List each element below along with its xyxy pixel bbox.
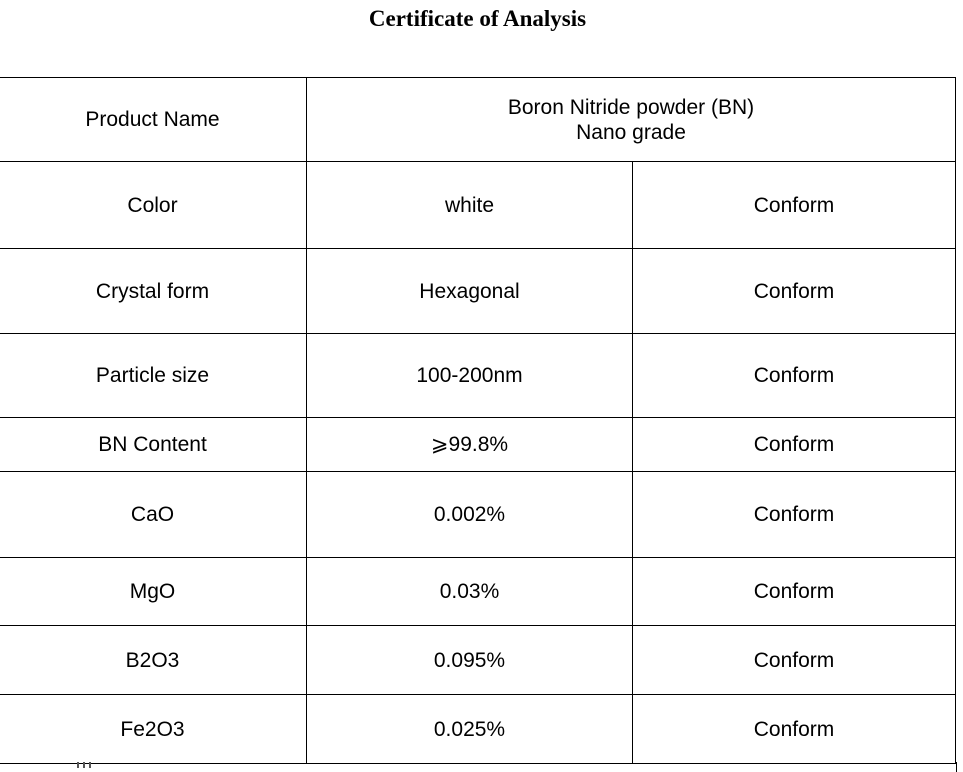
result-cell: Conform xyxy=(633,249,956,334)
result-cell: Conform xyxy=(633,418,956,472)
product-name-line2: Nano grade xyxy=(576,120,686,144)
value-cell: 0.095% xyxy=(307,626,633,695)
table-row xyxy=(0,472,956,558)
value-cell: ⩾99.8% xyxy=(307,418,633,472)
result-cell: Conform xyxy=(633,626,956,695)
item-cell: CaO xyxy=(0,472,307,558)
cut-off-text-mark xyxy=(75,762,93,768)
table-row xyxy=(0,249,956,334)
product-name-value xyxy=(307,78,956,162)
item-cell: Crystal form xyxy=(0,249,307,334)
value-cell: Hexagonal xyxy=(307,249,633,334)
table-continuation xyxy=(0,762,957,772)
table-row xyxy=(0,162,956,249)
value-cell: 0.002% xyxy=(307,472,633,558)
document-title: Certificate of Analysis xyxy=(368,6,587,31)
item-cell: BN Content xyxy=(0,418,307,472)
result-cell: Conform xyxy=(633,695,956,764)
result-cell: Conform xyxy=(633,558,956,626)
value-cell: 0.025% xyxy=(307,695,633,764)
value-cell: 100-200nm xyxy=(307,334,633,418)
item-cell: MgO xyxy=(0,558,307,626)
value-cell: white xyxy=(307,162,633,249)
analysis-table xyxy=(0,77,956,764)
table-row xyxy=(0,558,956,626)
product-name-label: Product Name xyxy=(0,78,307,162)
item-cell: Color xyxy=(0,162,307,249)
item-cell: Fe2O3 xyxy=(0,695,307,764)
value-cell: 0.03% xyxy=(307,558,633,626)
result-cell: Conform xyxy=(633,162,956,249)
product-name-line1: Boron Nitride powder (BN) xyxy=(507,95,755,119)
item-cell: Particle size xyxy=(0,334,307,418)
result-cell: Conform xyxy=(633,334,956,418)
table-row xyxy=(0,418,956,472)
table-row xyxy=(0,334,956,418)
item-cell: B2O3 xyxy=(0,626,307,695)
table-row xyxy=(0,626,956,695)
product-name-row xyxy=(0,78,956,162)
result-cell: Conform xyxy=(633,472,956,558)
table-row xyxy=(0,695,956,764)
